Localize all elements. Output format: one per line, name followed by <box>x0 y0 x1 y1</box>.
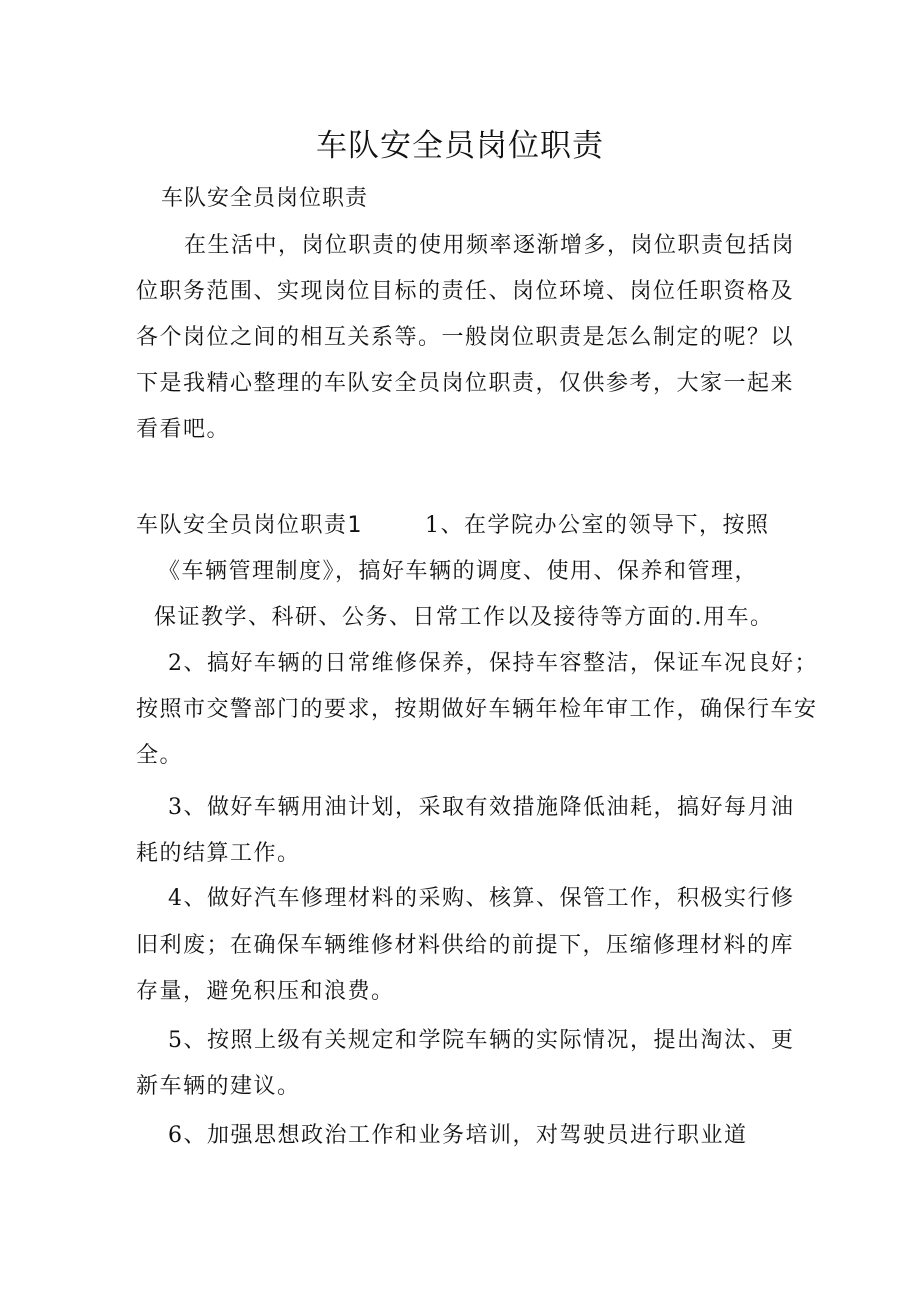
intro-line-1: 在生活中，岗位职责的使用频率逐渐增多，岗位职责包括岗 <box>184 233 796 258</box>
duty-4-line-1: 4、做好汽车修理材料的采购、核算、保管工作，积极实行修 <box>168 886 795 911</box>
section-1-heading-line <box>136 510 770 542</box>
duty-3-line-2: 耗的结算工作。 <box>136 841 301 866</box>
section-1-heading: 车队安全员岗位职责 <box>136 513 348 538</box>
duty-2-line-1: 2、搞好车辆的日常维修保养，保持车容整洁，保证车况良好； <box>168 651 818 676</box>
section-1-heading-number: 1 <box>347 513 364 538</box>
document-subtitle: 车队安全员岗位职责 <box>161 186 369 211</box>
duty-5-line-1: 5、按照上级有关规定和学院车辆的实际情况，提出淘汰、更 <box>168 1028 795 1053</box>
duty-2-line-2: 按照市交警部门的要求，按期做好车辆年检年审工作，确保行车安 <box>136 697 818 722</box>
duty-3-line-1: 3、做好车辆用油计划，采取有效措施降低油耗，搞好每月油 <box>168 795 795 820</box>
intro-line-3: 各个岗位之间的相互关系等。一般岗位职责是怎么制定的呢？以 <box>136 325 795 350</box>
duty-6-line-1: 6、加强思想政治工作和业务培训，对驾驶员进行职业道 <box>168 1123 748 1148</box>
document-title: 车队安全员岗位职责 <box>316 128 604 164</box>
duty-4-line-3: 存量，避免积压和浪费。 <box>136 979 395 1004</box>
intro-line-2: 位职务范围、实现岗位目标的责任、岗位环境、岗位任职资格及 <box>136 279 795 304</box>
duty-5-line-2: 新车辆的建议。 <box>136 1074 301 1099</box>
intro-line-4: 下是我精心整理的车队安全员岗位职责，仅供参考，大家一起来 <box>136 371 795 396</box>
duty-4-line-2: 旧利废；在确保车辆维修材料供给的前提下，压缩修理材料的库 <box>136 933 795 958</box>
duty-1-line-1: 1、在学院办公室的领导下，按照 <box>425 513 770 538</box>
intro-line-5: 看看吧。 <box>136 417 231 442</box>
duty-1-line-3: 保证教学、科研、公务、日常工作以及接待等方面的.用车。 <box>154 605 774 630</box>
duty-2-line-3: 全。 <box>136 743 184 768</box>
duty-1-line-2: 《车辆管理制度》，搞好车辆的调度、使用、保养和管理， <box>158 559 759 584</box>
